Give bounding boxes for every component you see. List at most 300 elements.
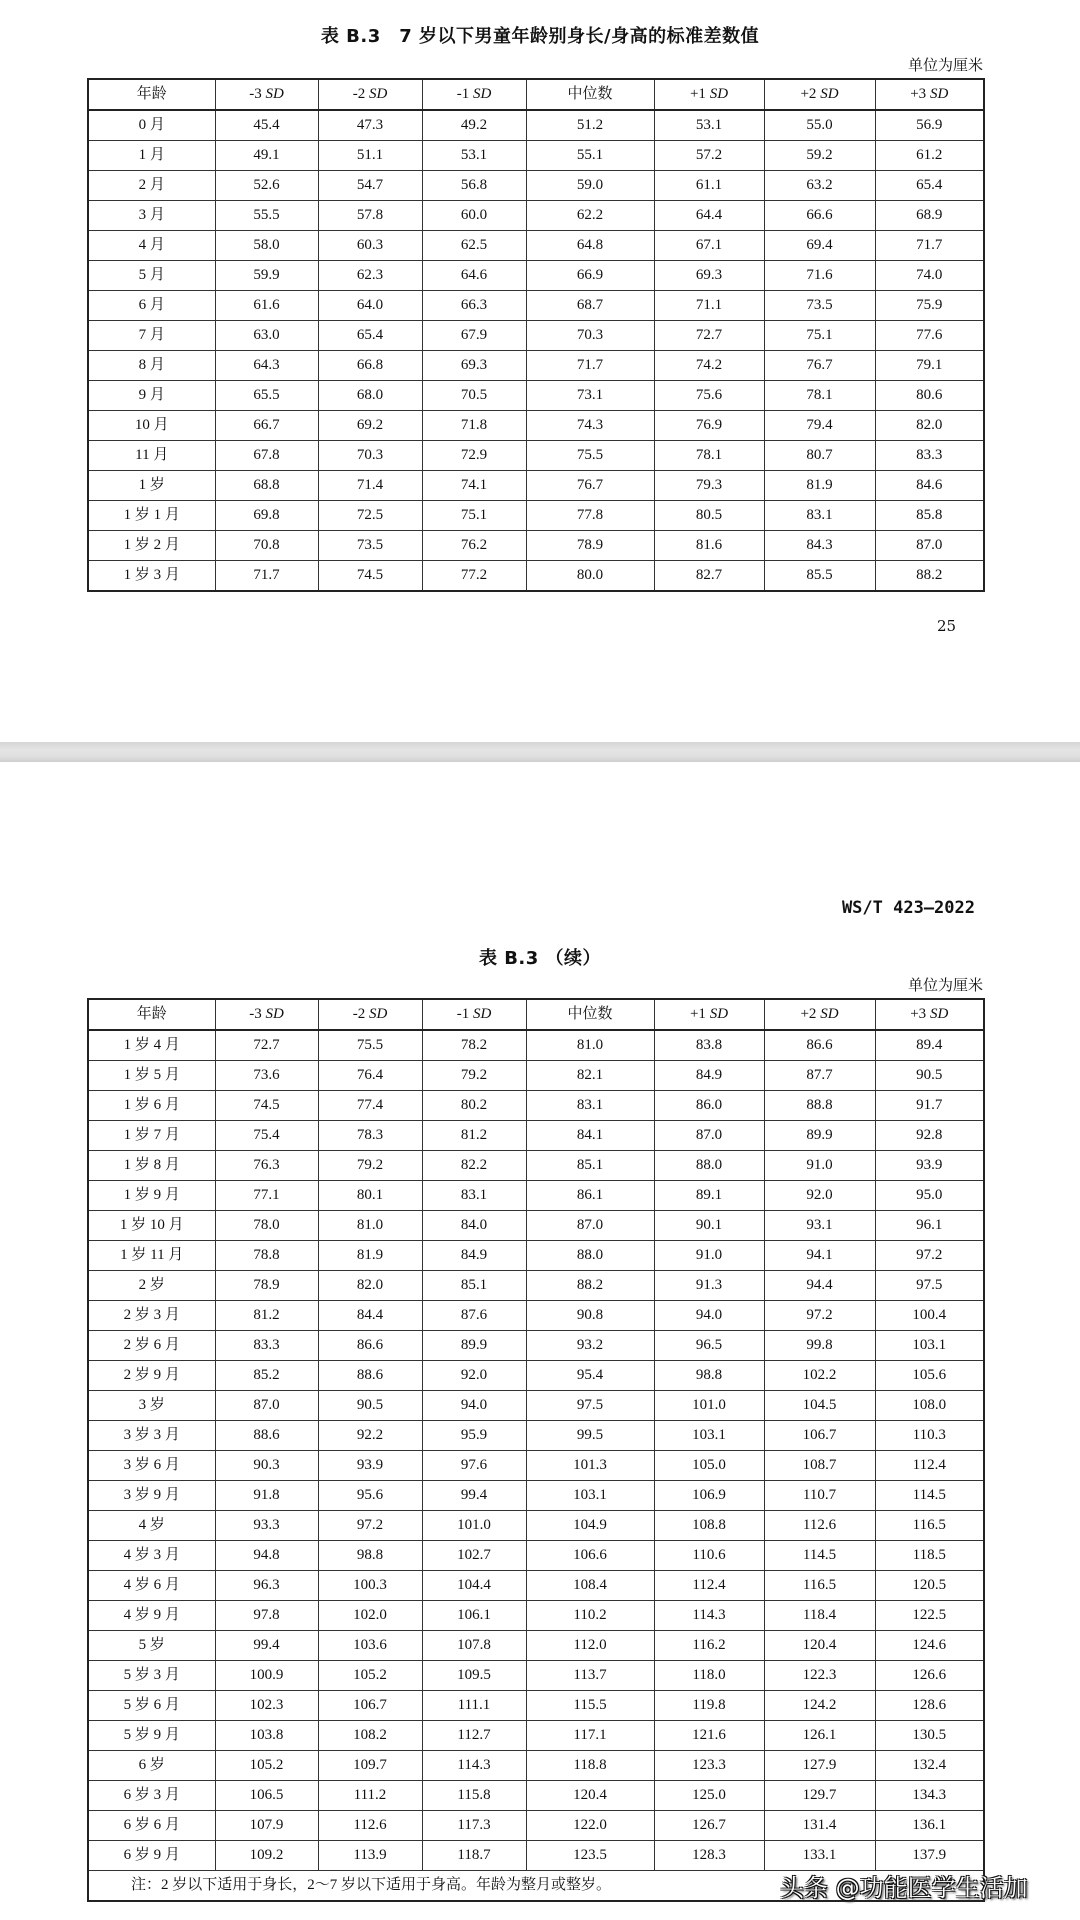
value-cell: 117.3 [422,1811,526,1841]
page-number: 25 [937,617,957,635]
value-cell: 85.2 [215,1361,318,1391]
value-cell: 83.1 [526,1091,654,1121]
value-cell: 92.0 [422,1361,526,1391]
value-cell: 93.9 [318,1451,422,1481]
value-cell: 131.4 [764,1811,875,1841]
value-cell: 65.5 [215,381,318,411]
value-cell: 45.4 [215,110,318,141]
value-cell: 94.1 [764,1241,875,1271]
value-cell: 121.6 [654,1721,764,1751]
value-cell: 88.2 [875,561,984,592]
value-cell: 120.4 [526,1781,654,1811]
value-cell: 77.6 [875,321,984,351]
value-cell: 51.1 [318,141,422,171]
table-row [88,1511,984,1541]
value-cell: 115.5 [526,1691,654,1721]
value-cell: 84.9 [422,1241,526,1271]
value-cell: 86.6 [318,1331,422,1361]
value-cell: 85.1 [526,1151,654,1181]
value-cell: 103.6 [318,1631,422,1661]
table-row [88,141,984,171]
table-row [88,201,984,231]
age-cell: 4 岁 6 月 [88,1571,215,1601]
age-cell: 2 月 [88,171,215,201]
value-cell: 88.6 [318,1361,422,1391]
value-cell: 103.1 [526,1481,654,1511]
table-note: 注：2 岁以下适用于身长，2～7 岁以下适用于身高。年龄为整月或整岁。 [88,1871,984,1902]
watermark: 头条 @功能医学生活加 [780,1874,1028,1902]
value-cell: 74.0 [875,261,984,291]
table-row [88,1781,984,1811]
value-cell: 79.2 [422,1061,526,1091]
value-cell: 96.1 [875,1211,984,1241]
value-cell: 87.0 [526,1211,654,1241]
value-cell: 74.2 [654,351,764,381]
value-cell: 93.2 [526,1331,654,1361]
table-row [88,1421,984,1451]
value-cell: 86.1 [526,1181,654,1211]
value-cell: 67.9 [422,321,526,351]
age-cell: 4 月 [88,231,215,261]
age-cell: 1 岁 4 月 [88,1030,215,1061]
value-cell: 106.7 [318,1691,422,1721]
table-row [88,1061,984,1091]
value-cell: 102.2 [764,1361,875,1391]
value-cell: 56.8 [422,171,526,201]
value-cell: 79.4 [764,411,875,441]
value-cell: 57.2 [654,141,764,171]
value-cell: 82.2 [422,1151,526,1181]
value-cell: 68.8 [215,471,318,501]
value-cell: 86.0 [654,1091,764,1121]
value-cell: 122.0 [526,1811,654,1841]
value-cell: 78.0 [215,1211,318,1241]
value-cell: 73.1 [526,381,654,411]
value-cell: 65.4 [875,171,984,201]
value-cell: 122.5 [875,1601,984,1631]
value-cell: 116.5 [764,1571,875,1601]
value-cell: 69.8 [215,501,318,531]
value-cell: 71.7 [526,351,654,381]
value-cell: 84.3 [764,531,875,561]
table-row [88,1331,984,1361]
value-cell: 77.8 [526,501,654,531]
value-cell: 97.6 [422,1451,526,1481]
value-cell: 97.5 [526,1391,654,1421]
value-cell: 111.2 [318,1781,422,1811]
value-cell: 127.9 [764,1751,875,1781]
age-cell: 1 岁 10 月 [88,1211,215,1241]
age-cell: 5 岁 9 月 [88,1721,215,1751]
value-cell: 77.2 [422,561,526,592]
value-cell: 67.1 [654,231,764,261]
age-cell: 2 岁 9 月 [88,1361,215,1391]
table-row [88,1091,984,1121]
table-row [88,561,984,592]
value-cell: 82.0 [318,1271,422,1301]
value-cell: 78.3 [318,1121,422,1151]
age-cell: 2 岁 [88,1271,215,1301]
age-cell: 1 岁 6 月 [88,1091,215,1121]
value-cell: 81.0 [318,1211,422,1241]
value-cell: 70.3 [318,441,422,471]
value-cell: 90.3 [215,1451,318,1481]
value-cell: 102.7 [422,1541,526,1571]
table-row [88,1271,984,1301]
table-row [88,321,984,351]
value-cell: 118.0 [654,1661,764,1691]
table-row [88,1121,984,1151]
value-cell: 97.5 [875,1271,984,1301]
age-cell: 1 岁 5 月 [88,1061,215,1091]
age-cell: 1 岁 7 月 [88,1121,215,1151]
value-cell: 136.1 [875,1811,984,1841]
value-cell: 87.0 [215,1391,318,1421]
table-header-row [88,79,984,110]
table-row [88,1661,984,1691]
age-cell: 6 月 [88,291,215,321]
value-cell: 80.5 [654,501,764,531]
value-cell: 49.1 [215,141,318,171]
height-sd-table-continued [87,998,985,1902]
value-cell: 95.0 [875,1181,984,1211]
value-cell: 91.3 [654,1271,764,1301]
value-cell: 62.2 [526,201,654,231]
value-cell: 88.0 [526,1241,654,1271]
value-cell: 103.1 [654,1421,764,1451]
value-cell: 47.3 [318,110,422,141]
value-cell: 71.7 [215,561,318,592]
value-cell: 107.9 [215,1811,318,1841]
value-cell: 126.1 [764,1721,875,1751]
value-cell: 124.6 [875,1631,984,1661]
table-row [88,1151,984,1181]
value-cell: 71.6 [764,261,875,291]
value-cell: 92.0 [764,1181,875,1211]
column-header: +1 SD [654,79,764,110]
value-cell: 112.6 [764,1511,875,1541]
value-cell: 101.0 [654,1391,764,1421]
table-row [88,441,984,471]
value-cell: 72.5 [318,501,422,531]
value-cell: 87.7 [764,1061,875,1091]
value-cell: 108.7 [764,1451,875,1481]
value-cell: 59.2 [764,141,875,171]
age-cell: 1 岁 1 月 [88,501,215,531]
value-cell: 100.9 [215,1661,318,1691]
value-cell: 107.8 [422,1631,526,1661]
value-cell: 114.3 [654,1601,764,1631]
value-cell: 66.9 [526,261,654,291]
value-cell: 100.3 [318,1571,422,1601]
table-title-continued: 表 B.3 （续） [478,948,602,969]
value-cell: 84.1 [526,1121,654,1151]
value-cell: 134.3 [875,1781,984,1811]
value-cell: 53.1 [654,110,764,141]
value-cell: 79.1 [875,351,984,381]
value-cell: 92.8 [875,1121,984,1151]
value-cell: 90.1 [654,1211,764,1241]
value-cell: 99.8 [764,1331,875,1361]
value-cell: 54.7 [318,171,422,201]
value-cell: 82.0 [875,411,984,441]
value-cell: 85.8 [875,501,984,531]
value-cell: 85.1 [422,1271,526,1301]
table-row [88,471,984,501]
value-cell: 80.6 [875,381,984,411]
value-cell: 111.1 [422,1691,526,1721]
table-row [88,1301,984,1331]
age-cell: 4 岁 9 月 [88,1601,215,1631]
value-cell: 118.7 [422,1841,526,1871]
age-cell: 2 岁 6 月 [88,1331,215,1361]
age-cell: 5 岁 6 月 [88,1691,215,1721]
value-cell: 59.9 [215,261,318,291]
value-cell: 87.0 [654,1121,764,1151]
value-cell: 63.2 [764,171,875,201]
value-cell: 105.6 [875,1361,984,1391]
value-cell: 104.5 [764,1391,875,1421]
value-cell: 130.5 [875,1721,984,1751]
age-cell: 5 岁 [88,1631,215,1661]
value-cell: 75.5 [526,441,654,471]
table-row [88,501,984,531]
value-cell: 94.0 [654,1301,764,1331]
value-cell: 55.0 [764,110,875,141]
value-cell: 97.2 [318,1511,422,1541]
table-row [88,1451,984,1481]
age-cell: 10 月 [88,411,215,441]
value-cell: 108.8 [654,1511,764,1541]
table-row [88,1391,984,1421]
value-cell: 78.1 [764,381,875,411]
column-header: -2 SD [318,79,422,110]
column-header: +2 SD [764,999,875,1030]
age-cell: 1 岁 11 月 [88,1241,215,1271]
value-cell: 102.0 [318,1601,422,1631]
value-cell: 84.0 [422,1211,526,1241]
value-cell: 57.8 [318,201,422,231]
value-cell: 99.5 [526,1421,654,1451]
value-cell: 105.2 [318,1661,422,1691]
value-cell: 92.2 [318,1421,422,1451]
value-cell: 106.5 [215,1781,318,1811]
age-cell: 3 岁 3 月 [88,1421,215,1451]
value-cell: 90.5 [318,1391,422,1421]
value-cell: 119.8 [654,1691,764,1721]
value-cell: 86.6 [764,1030,875,1061]
column-header: +3 SD [875,999,984,1030]
age-cell: 3 岁 9 月 [88,1481,215,1511]
table-row [88,1811,984,1841]
table-row [88,231,984,261]
value-cell: 95.9 [422,1421,526,1451]
column-header: +3 SD [875,79,984,110]
age-cell: 1 岁 8 月 [88,1151,215,1181]
value-cell: 68.9 [875,201,984,231]
value-cell: 55.1 [526,141,654,171]
value-cell: 78.9 [526,531,654,561]
value-cell: 109.7 [318,1751,422,1781]
column-header: -3 SD [215,79,318,110]
value-cell: 69.3 [654,261,764,291]
value-cell: 90.8 [526,1301,654,1331]
height-sd-table [87,78,985,592]
value-cell: 112.7 [422,1721,526,1751]
value-cell: 76.7 [526,471,654,501]
value-cell: 114.5 [875,1481,984,1511]
value-cell: 108.4 [526,1571,654,1601]
age-cell: 9 月 [88,381,215,411]
value-cell: 80.2 [422,1091,526,1121]
age-cell: 1 岁 9 月 [88,1181,215,1211]
value-cell: 106.1 [422,1601,526,1631]
standard-id: WS/T 423—2022 [841,898,975,918]
value-cell: 97.8 [215,1601,318,1631]
value-cell: 61.1 [654,171,764,201]
value-cell: 110.6 [654,1541,764,1571]
value-cell: 69.3 [422,351,526,381]
value-cell: 93.1 [764,1211,875,1241]
value-cell: 126.6 [875,1661,984,1691]
value-cell: 87.0 [875,531,984,561]
column-header: 中位数 [526,79,654,110]
value-cell: 84.9 [654,1061,764,1091]
table-row [88,1361,984,1391]
value-cell: 75.1 [764,321,875,351]
age-cell: 4 岁 [88,1511,215,1541]
value-cell: 98.8 [318,1541,422,1571]
table-row [88,1481,984,1511]
age-cell: 5 月 [88,261,215,291]
value-cell: 110.2 [526,1601,654,1631]
value-cell: 124.2 [764,1691,875,1721]
value-cell: 128.3 [654,1841,764,1871]
value-cell: 70.5 [422,381,526,411]
value-cell: 64.8 [526,231,654,261]
age-cell: 11 月 [88,441,215,471]
age-cell: 3 月 [88,201,215,231]
value-cell: 113.7 [526,1661,654,1691]
value-cell: 81.9 [764,471,875,501]
value-cell: 75.9 [875,291,984,321]
value-cell: 118.5 [875,1541,984,1571]
value-cell: 97.2 [875,1241,984,1271]
value-cell: 81.2 [215,1301,318,1331]
table-row [88,1211,984,1241]
value-cell: 83.3 [875,441,984,471]
table-row [88,1751,984,1781]
value-cell: 73.5 [764,291,875,321]
value-cell: 76.3 [215,1151,318,1181]
value-cell: 80.7 [764,441,875,471]
table-row [88,1241,984,1271]
age-cell: 3 岁 [88,1391,215,1421]
value-cell: 79.2 [318,1151,422,1181]
value-cell: 110.3 [875,1421,984,1451]
table-header-row [88,999,984,1030]
column-header: -1 SD [422,999,526,1030]
value-cell: 81.9 [318,1241,422,1271]
value-cell: 106.6 [526,1541,654,1571]
document-page-25 [0,0,1080,742]
value-cell: 94.0 [422,1391,526,1421]
value-cell: 59.0 [526,171,654,201]
value-cell: 76.4 [318,1061,422,1091]
table-row [88,171,984,201]
value-cell: 85.5 [764,561,875,592]
value-cell: 116.2 [654,1631,764,1661]
value-cell: 114.3 [422,1751,526,1781]
value-cell: 108.2 [318,1721,422,1751]
value-cell: 83.3 [215,1331,318,1361]
value-cell: 73.6 [215,1061,318,1091]
value-cell: 120.4 [764,1631,875,1661]
value-cell: 62.5 [422,231,526,261]
value-cell: 76.7 [764,351,875,381]
table-row [88,261,984,291]
value-cell: 71.7 [875,231,984,261]
value-cell: 122.3 [764,1661,875,1691]
value-cell: 106.7 [764,1421,875,1451]
column-header: +1 SD [654,999,764,1030]
column-header: +2 SD [764,79,875,110]
value-cell: 103.1 [875,1331,984,1361]
age-cell: 6 岁 3 月 [88,1781,215,1811]
value-cell: 75.4 [215,1121,318,1151]
value-cell: 94.4 [764,1271,875,1301]
value-cell: 117.1 [526,1721,654,1751]
table-row [88,1601,984,1631]
value-cell: 64.6 [422,261,526,291]
value-cell: 91.7 [875,1091,984,1121]
value-cell: 71.4 [318,471,422,501]
column-header: 年龄 [88,79,215,110]
value-cell: 65.4 [318,321,422,351]
value-cell: 88.8 [764,1091,875,1121]
value-cell: 101.0 [422,1511,526,1541]
value-cell: 66.7 [215,411,318,441]
value-cell: 70.3 [526,321,654,351]
value-cell: 118.8 [526,1751,654,1781]
value-cell: 96.3 [215,1571,318,1601]
value-cell: 68.7 [526,291,654,321]
value-cell: 56.9 [875,110,984,141]
value-cell: 72.7 [215,1030,318,1061]
value-cell: 102.3 [215,1691,318,1721]
value-cell: 137.9 [875,1841,984,1871]
value-cell: 89.9 [422,1331,526,1361]
age-cell: 1 岁 [88,471,215,501]
value-cell: 91.0 [654,1241,764,1271]
value-cell: 78.1 [654,441,764,471]
value-cell: 103.8 [215,1721,318,1751]
value-cell: 78.9 [215,1271,318,1301]
value-cell: 84.6 [875,471,984,501]
value-cell: 110.7 [764,1481,875,1511]
value-cell: 74.3 [526,411,654,441]
value-cell: 88.0 [654,1151,764,1181]
value-cell: 123.5 [526,1841,654,1871]
unit-label: 单位为厘米 [907,56,983,74]
value-cell: 55.5 [215,201,318,231]
value-cell: 77.4 [318,1091,422,1121]
value-cell: 97.2 [764,1301,875,1331]
table-row [88,531,984,561]
value-cell: 74.1 [422,471,526,501]
column-header: 年龄 [88,999,215,1030]
value-cell: 88.2 [526,1271,654,1301]
